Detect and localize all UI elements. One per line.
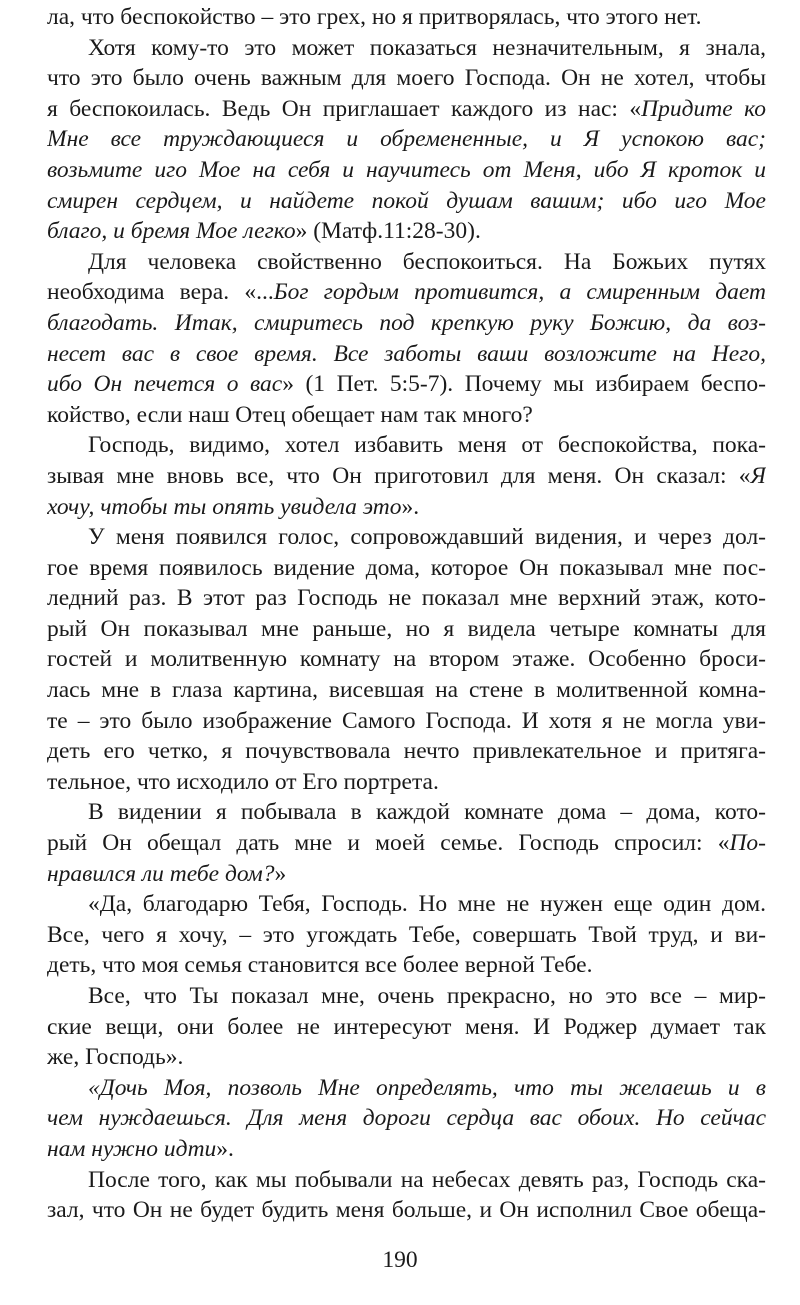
text-segment: койство, если наш Отец обещает нам так много? xyxy=(47,401,533,428)
text-line xyxy=(47,981,766,1012)
text-line xyxy=(47,155,766,186)
italic-quote-segment: возьмите иго Мое на себя и научитесь от Меня, ибо Я кроток и xyxy=(47,156,766,183)
text-line xyxy=(47,308,766,339)
text-line xyxy=(47,614,766,645)
text-line xyxy=(47,889,766,920)
italic-quote-segment: благодать. Итак, смиритесь под крепкую руку Божию, да воз- xyxy=(47,309,766,336)
text-segment: что это было очень важным для моего Господа. Он не хотел, чтобы xyxy=(47,65,766,92)
italic-quote-segment: нравился ли тебе дом? xyxy=(47,860,275,887)
italic-quote-segment: Придите ко xyxy=(641,95,766,122)
text-segment: рый Он показывал мне раньше, но я видела четыре комнаты для xyxy=(47,615,766,642)
text-segment: лась мне в глаза картина, висевшая на стене в молитвенной комна- xyxy=(47,677,766,704)
text-segment: Все, чего я хочу, – это угождать Тебе, совершать Твой труд, и ви- xyxy=(47,921,766,948)
text-segment: » xyxy=(274,860,287,887)
text-line xyxy=(47,400,766,431)
text-segment: » (1 Пет. 5:5-7). Почему мы избираем беспо- xyxy=(282,371,766,398)
text-line xyxy=(47,583,766,614)
text-segment: ледний раз. В этот раз Господь не показал мне верхний этаж, кото- xyxy=(47,585,766,612)
text-line xyxy=(47,247,766,278)
italic-quote-segment: нам нужно идти xyxy=(47,1135,217,1162)
text-segment: зывая мне вновь все, что Он приготовил для меня. Он сказал: « xyxy=(47,462,751,489)
text-line xyxy=(47,859,766,890)
text-segment: зал, что Он не будет будить меня больше, и Он исполнил Свое обеща- xyxy=(47,1197,766,1224)
text-line xyxy=(47,277,766,308)
text-segment: те – это было изображение Самого Господа. И хотя я не могла уви- xyxy=(47,707,766,734)
text-line xyxy=(47,1195,766,1226)
text-segment: ». xyxy=(216,1135,234,1162)
text-line xyxy=(47,1103,766,1134)
italic-quote-segment: Я xyxy=(750,462,766,489)
italic-quote-segment: хочу, чтобы ты опять увидела это xyxy=(47,493,402,520)
text-line xyxy=(47,94,766,125)
text-line xyxy=(47,339,766,370)
text-segment: Хотя кому-то это может показаться незначительным, я знала, xyxy=(88,34,766,61)
text-line xyxy=(47,736,766,767)
text-line xyxy=(47,124,766,155)
italic-quote-segment: По- xyxy=(729,830,766,857)
text-segment: рый Он обещал дать мне и моей семье. Господь спросил: « xyxy=(47,830,730,857)
text-segment: У меня появился голос, сопровождавший видения, и через дол- xyxy=(88,524,766,551)
italic-quote-segment: благо, и бремя Мое легко xyxy=(47,218,296,245)
text-line xyxy=(47,1073,766,1104)
text-line xyxy=(47,950,766,981)
text-line xyxy=(47,461,766,492)
text-line xyxy=(47,2,766,33)
text-line xyxy=(47,216,766,247)
italic-quote-segment: Бог гордым противится, а смиренным дает xyxy=(273,279,766,306)
text-segment: В видении я побывала в каждой комнате дома – дома, кото- xyxy=(88,799,766,826)
text-line xyxy=(47,644,766,675)
text-segment: тельное, что исходило от Его портрета. xyxy=(47,768,439,795)
text-line xyxy=(47,828,766,859)
page-number: 190 xyxy=(382,1247,418,1273)
text-line xyxy=(47,920,766,951)
text-segment: «Да, благодарю Тебя, Господь. Но мне не нужен еще один дом. xyxy=(88,891,766,918)
text-segment: гое время появилось видение дома, которое Он показывал мне пос- xyxy=(47,554,766,581)
text-segment: ские вещи, они более не интересуют меня. И Роджер думает так xyxy=(47,1013,766,1040)
text-line xyxy=(47,1042,766,1073)
italic-quote-segment: ибо Он печется о вас xyxy=(47,371,283,398)
text-segment: деть, что моя семья становится все более верной Тебе. xyxy=(47,952,593,979)
text-segment: ». xyxy=(401,493,420,520)
text-segment: Для человека свойственно беспокоиться. На Божьих путях xyxy=(88,248,766,275)
text-segment: деть его четко, я почувствовала нечто привлекательное и притяга- xyxy=(47,738,766,765)
italic-quote-segment: «Дочь Моя, позволь Мне определять, что ты желаешь и в xyxy=(88,1074,766,1101)
text-line xyxy=(47,492,766,523)
text-segment: же, Господь». xyxy=(47,1044,184,1071)
text-segment: необходима вера. «... xyxy=(47,279,274,306)
text-line xyxy=(47,369,766,400)
text-line xyxy=(47,430,766,461)
text-line xyxy=(47,186,766,217)
text-line xyxy=(47,553,766,584)
italic-quote-segment: несет вас в свое время. Все заботы ваши возложите на Него, xyxy=(47,340,766,367)
text-line xyxy=(47,1134,766,1165)
text-segment: ла, что беспокойство – это грех, но я притворялась, что этого нет. xyxy=(47,4,702,30)
text-line xyxy=(47,63,766,94)
italic-quote-segment: Мне все труждающиеся и обремененные, и Я успокою вас; xyxy=(47,126,766,153)
text-line xyxy=(47,767,766,798)
body-text xyxy=(47,2,766,1226)
text-line xyxy=(47,1012,766,1043)
text-segment: Все, что Ты показал мне, очень прекрасно, но это все – мир- xyxy=(88,983,766,1009)
text-segment: После того, как мы побывали на небесах девять раз, Господь ска- xyxy=(88,1166,766,1193)
text-segment: » (Матф.11:28-30). xyxy=(295,218,481,245)
text-segment: я беспокоилась. Ведь Он приглашает каждого из нас: « xyxy=(47,95,642,122)
text-line xyxy=(47,1165,766,1196)
text-line xyxy=(47,797,766,828)
text-line xyxy=(47,522,766,553)
text-line xyxy=(47,706,766,737)
italic-quote-segment: смирен сердцем, и найдете покой душам вашим; ибо иго Мое xyxy=(47,187,766,214)
text-segment: гостей и молитвенную комнату на втором этаже. Особенно броси- xyxy=(47,646,766,673)
text-segment: Господь, видимо, хотел избавить меня от беспокойства, пока- xyxy=(88,432,766,459)
text-line xyxy=(47,675,766,706)
text-line xyxy=(47,33,766,64)
italic-quote-segment: чем нуждаешься. Для меня дороги сердца вас обоих. Но сейчас xyxy=(47,1105,766,1132)
